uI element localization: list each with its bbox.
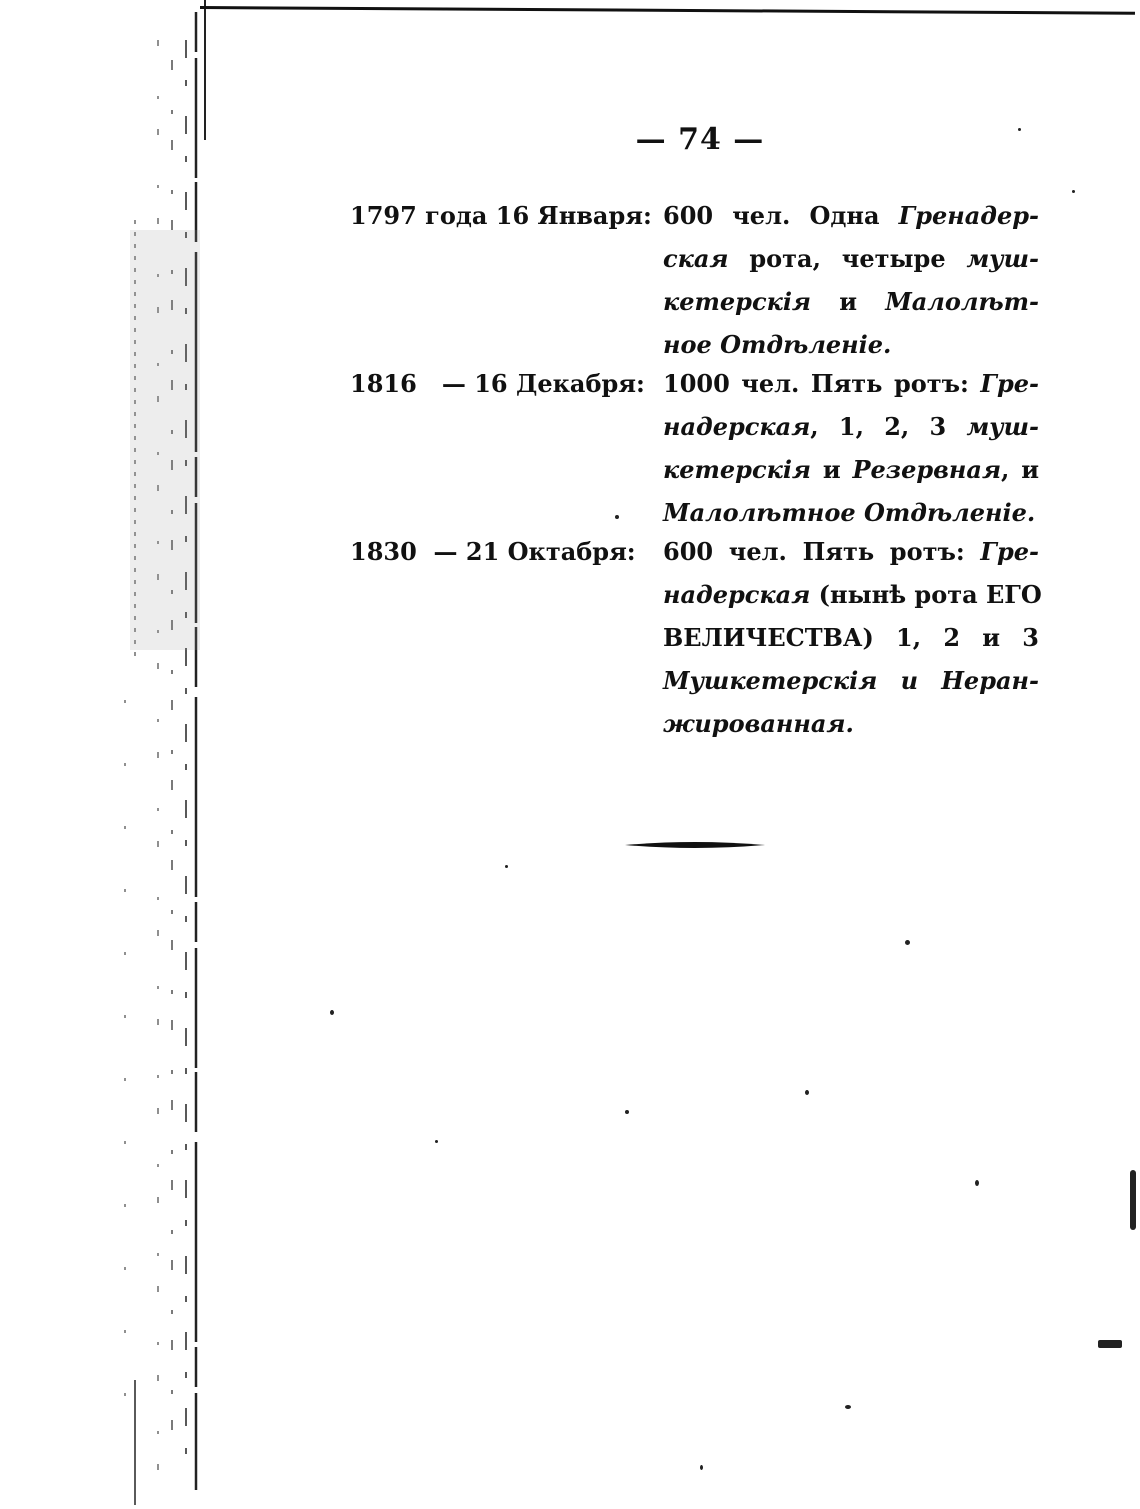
- ink-mark: [1130, 1170, 1136, 1230]
- description-line: [663, 280, 1039, 323]
- description-line: [663, 237, 1039, 280]
- description-line: [663, 448, 1039, 491]
- italic-run: жированная.: [663, 709, 854, 738]
- text-run: (нынѣ рота ЕГО: [810, 580, 1042, 609]
- binding-gutter-marks: [0, 0, 210, 1505]
- ink-speck: [805, 1090, 809, 1095]
- entry-date: 1797 года 16 Января:: [350, 201, 652, 230]
- ink-mark: [1098, 1340, 1122, 1348]
- italic-run: ская: [663, 244, 729, 273]
- description-line: [663, 530, 1039, 573]
- entry-description: [663, 194, 1039, 366]
- italic-run: Гре-: [980, 369, 1039, 398]
- italic-run: Гренадер-: [898, 201, 1039, 230]
- description-line: [663, 194, 1039, 237]
- ink-speck: [845, 1405, 851, 1409]
- description-line: [663, 659, 1039, 702]
- ink-speck: [1072, 190, 1075, 193]
- entry-description: [663, 362, 1039, 534]
- text-run: рота, четыре: [728, 244, 967, 273]
- entry-date: 1816 — 16 Декабря:: [350, 369, 645, 398]
- italic-run: кетерскія: [663, 287, 812, 316]
- entry-date: 1830 — 21 Октабря:: [350, 537, 636, 566]
- text-run: и: [811, 287, 886, 316]
- description-line: [663, 323, 1039, 366]
- description-line: [663, 702, 1039, 745]
- description-line: [663, 573, 1042, 616]
- description-line: [663, 405, 1039, 448]
- ink-speck: [615, 515, 619, 519]
- top-border-rule: [200, 6, 1135, 15]
- description-line: [663, 362, 1039, 405]
- binding-gutter: [0, 0, 210, 1505]
- text-run: 600 чел. Пять ротъ:: [663, 537, 981, 566]
- text-run: ВЕЛИЧЕСТВА) 1, 2 и 3: [663, 623, 1039, 652]
- italic-run: надерская: [663, 412, 811, 441]
- italic-run: Резервная: [852, 455, 1002, 484]
- ink-speck: [975, 1180, 979, 1186]
- entry-description: [663, 530, 1042, 745]
- ink-speck: [905, 940, 910, 945]
- text-run: и: [811, 455, 853, 484]
- text-run: 600 чел. Одна: [663, 201, 899, 230]
- italic-run: кетерскія: [663, 455, 812, 484]
- ink-speck: [1018, 128, 1021, 131]
- text-run: 1000 чел. Пять ротъ:: [663, 369, 981, 398]
- text-run: , и: [1001, 455, 1040, 484]
- description-line: [663, 491, 1039, 534]
- italic-run: Мушкетерскія и Неран-: [663, 666, 1039, 695]
- ink-speck: [700, 1465, 703, 1470]
- text-run: , 1, 2, 3: [810, 412, 967, 441]
- italic-run: ное Отдѣленіе.: [663, 330, 892, 359]
- italic-run: муш-: [966, 244, 1039, 273]
- italic-run: муш-: [966, 412, 1039, 441]
- ink-speck: [505, 865, 508, 868]
- italic-run: Гре-: [980, 537, 1039, 566]
- description-line: [663, 616, 1039, 659]
- ink-speck: [625, 1110, 629, 1114]
- italic-run: Малолѣтное Отдѣленіе.: [663, 498, 1036, 527]
- end-ornament-rule: [625, 840, 765, 850]
- italic-run: Малолѣт-: [885, 287, 1039, 316]
- page-number: — 74 —: [635, 122, 765, 157]
- ink-speck: [435, 1140, 438, 1143]
- ink-speck: [330, 1010, 334, 1015]
- italic-run: надерская: [663, 580, 811, 609]
